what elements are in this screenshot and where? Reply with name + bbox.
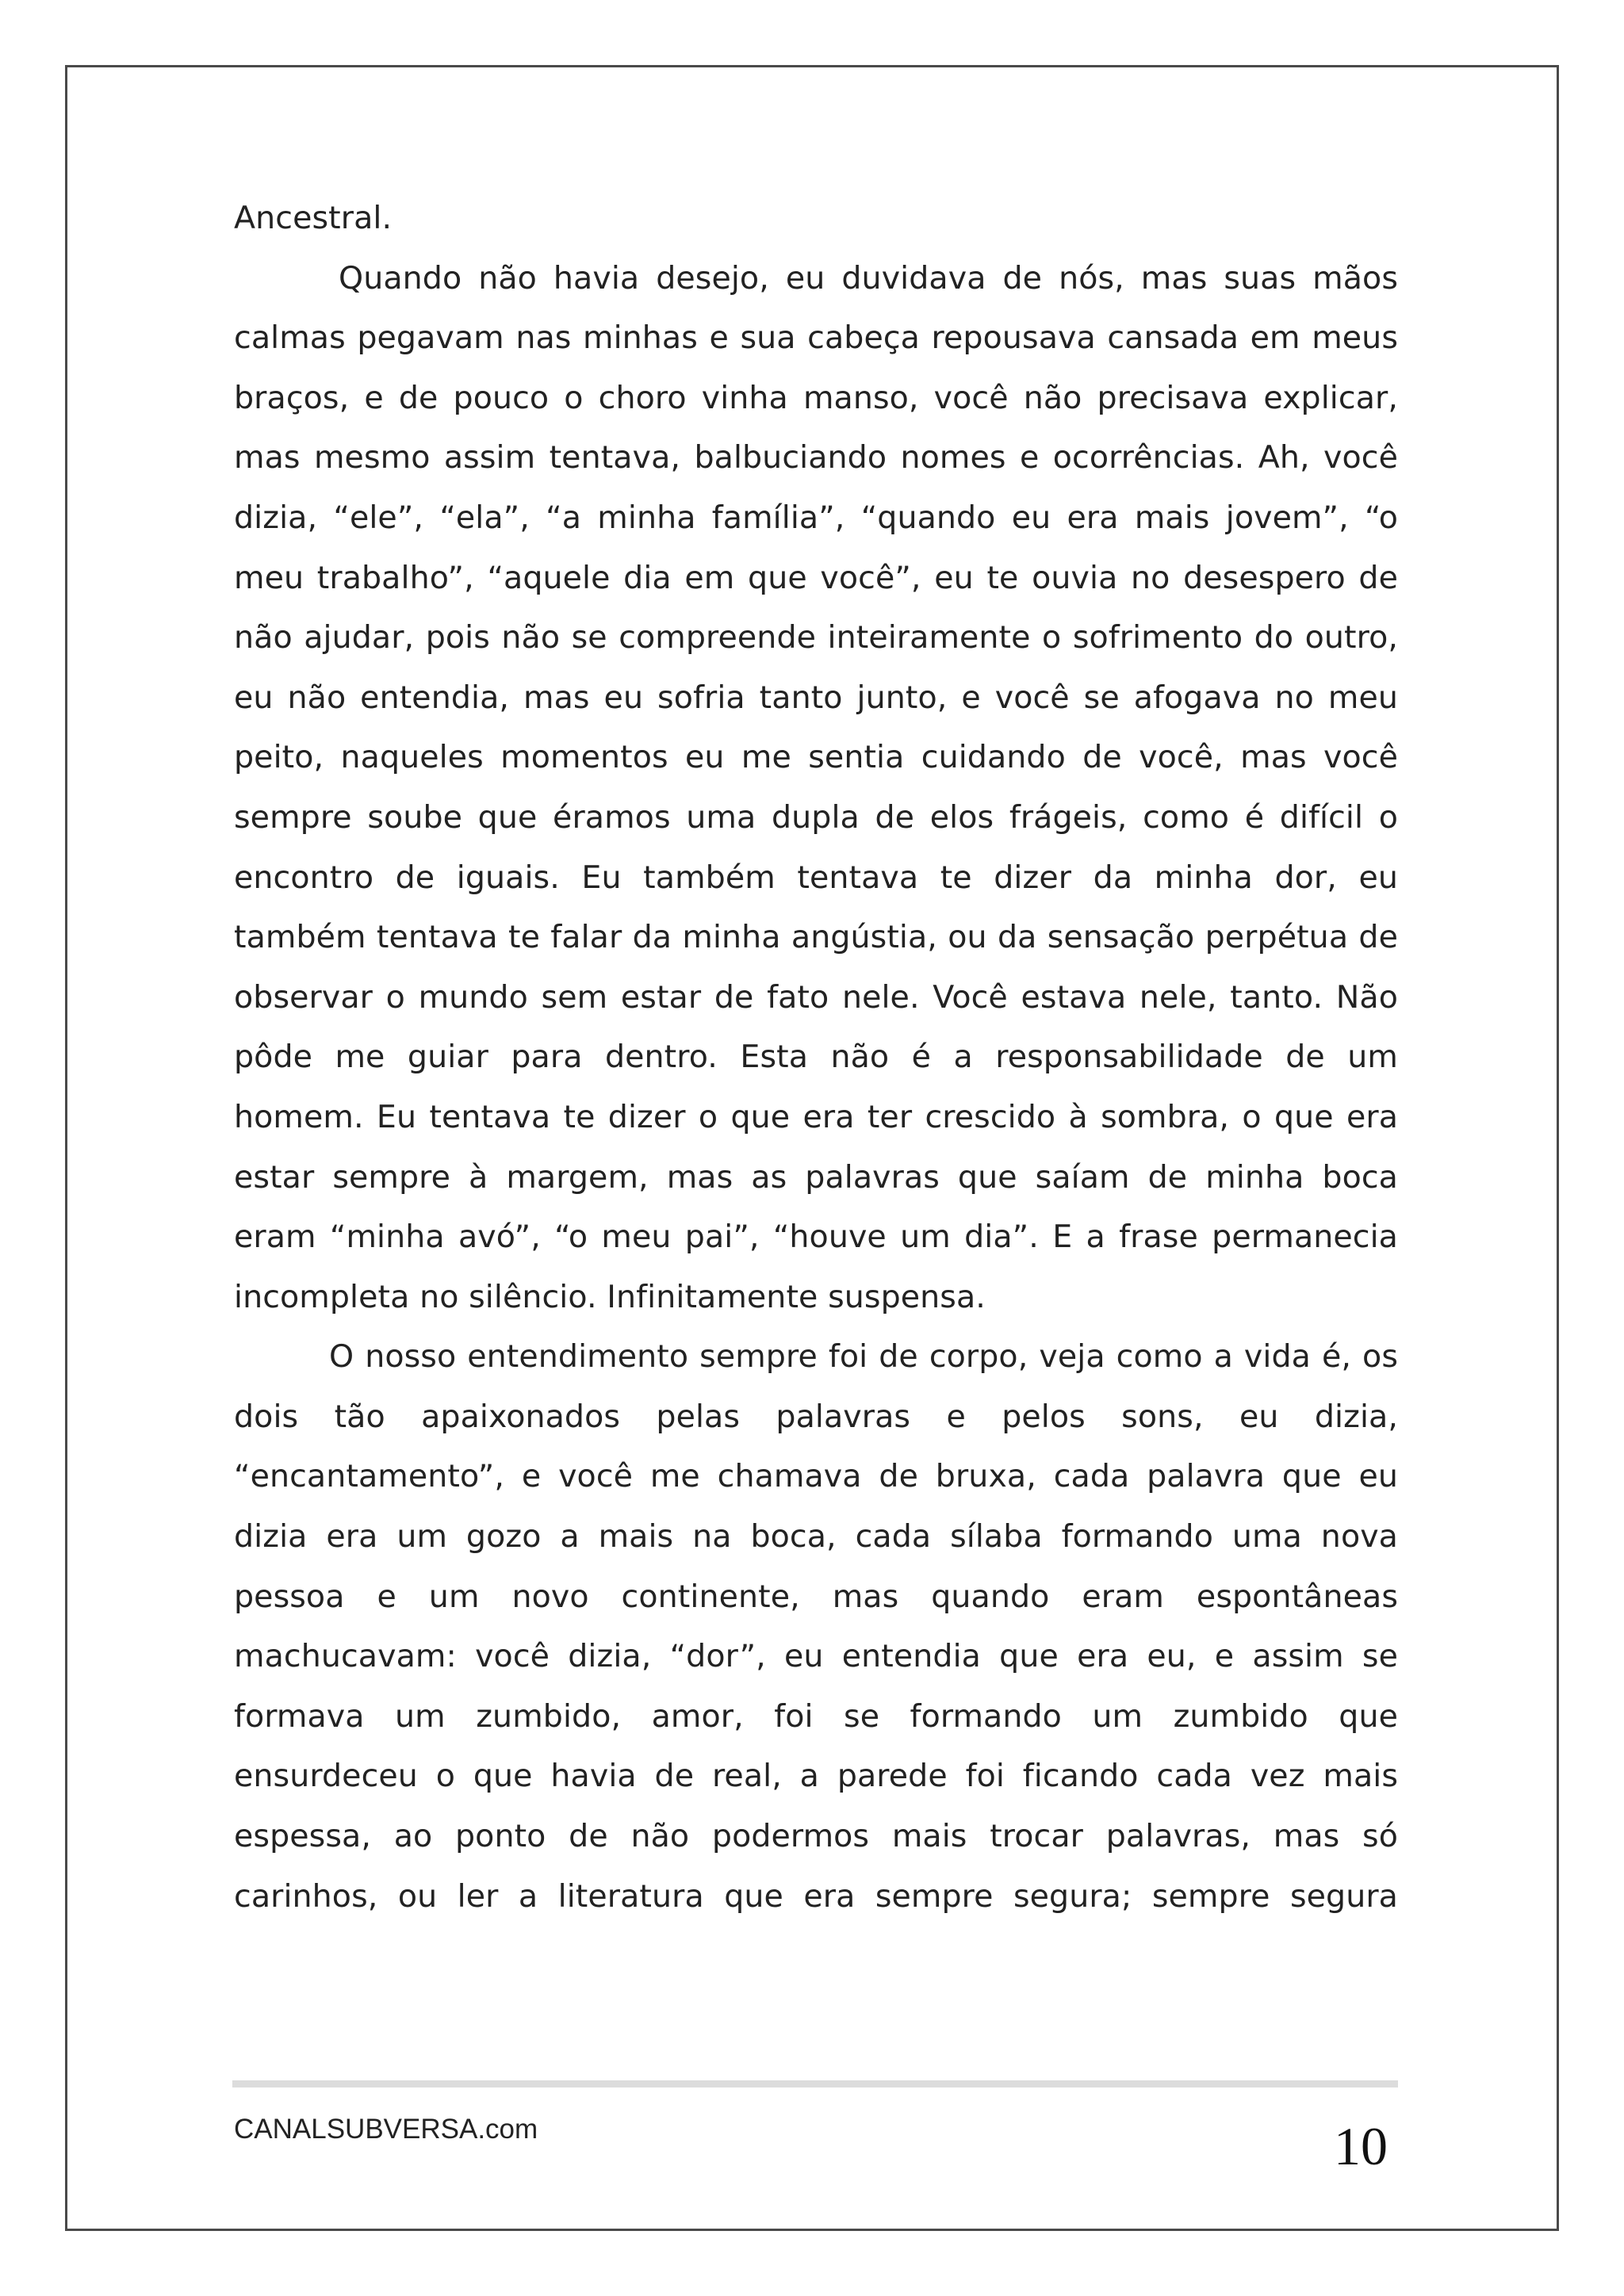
footer-divider — [232, 2080, 1398, 2087]
paragraph-1: Ancestral. — [234, 200, 393, 236]
paragraph-3: O nosso entendimento sempre foi de corpo, veja como a vida é, os dois tão apaixonados pelas palavras e pelos sons, eu dizia, “encantamento”, e você me chamava de bruxa, cada palavra que eu dizia era um gozo a mais na boca, cada sílaba formando uma nova pessoa e um novo continente, mas quando eram espontâneas machucavam: você dizia, “dor”, eu entendia que era eu, e assim se formava um zumbido, amor, foi se formando um zumbido que ensurdeceu o que havia de real, a parede foi ficando cada vez mais espessa, ao ponto de não podermos mais trocar palavras, mas só carinhos, ou ler a literatura que era sempre segura; sempre segura — [234, 1338, 1398, 1915]
footer-site-name: CANALSUBVERSA.com — [234, 2114, 538, 2145]
body-text — [234, 189, 1398, 1927]
paragraph-2: Quando não havia desejo, eu duvidava de nós, mas suas mãos calmas pegavam nas minhas e sua cabeça repousava cansada em meus braços, e de pouco o choro vinha manso, você não precisava explicar, mas mesmo assim tentava, balbuciando nomes e ocorrências. Ah, você dizia, “ele”, “ela”, “a minha família”, “quando eu era mais jovem”, “o meu trabalho”, “aquele dia em que você”, eu te ouvia no desespero de não ajudar, pois não se compreende inteiramente o sofrimento do outro, eu não entendia, mas eu sofria tanto junto, e você se afogava no meu peito, naqueles momentos eu me sentia cuidando de você, mas você sempre soube que éramos uma dupla de elos frágeis, como é difícil o encontro de iguais. Eu também tentava te dizer da minha dor, eu também tentava te falar da minha angústia, ou da sensação perpétua de observar o mundo sem estar de fato nele. Você estava nele, tanto. Não pôde me guiar para dentro. Esta não é a responsabilidade de um homem. Eu tentava te dizer o que era ter crescido à sombra, o que era estar sempre à margem, mas as palavras que saíam de minha boca eram “minha avó”, “o meu pai”, “houve um dia”. E a frase permanecia incompleta no silêncio. Infinitamente suspensa. — [234, 259, 1398, 1315]
page-number: 10 — [1334, 2116, 1388, 2176]
